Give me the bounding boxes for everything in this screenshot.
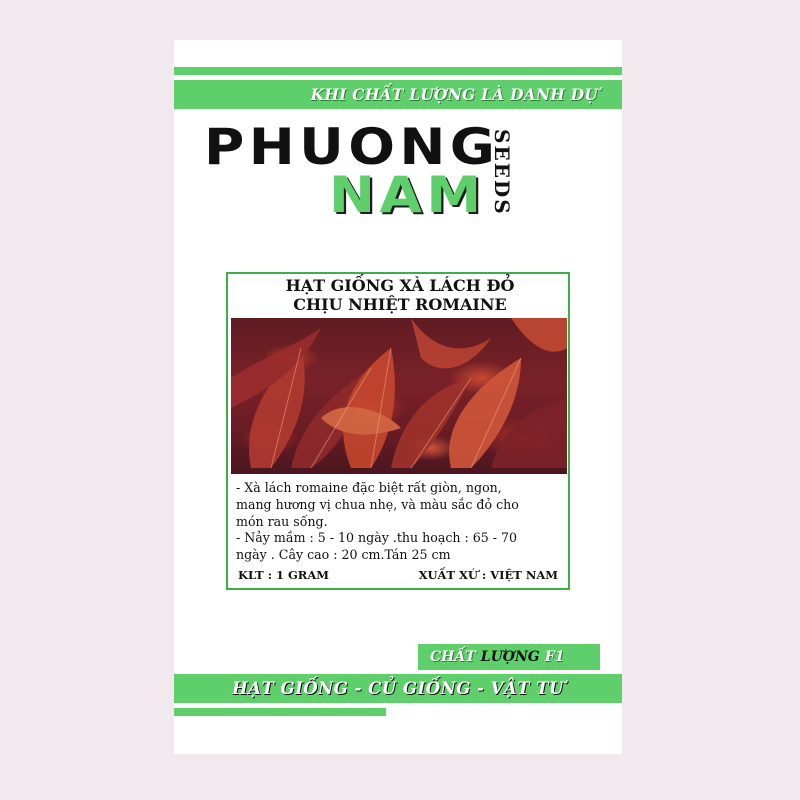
lettuce-image [231, 318, 567, 474]
description-line: ngày . Cây cao : 20 cm.Tán 25 cm [236, 547, 451, 563]
product-photo [231, 318, 567, 474]
quality-grade: F1 [544, 649, 565, 665]
slogan-text: KHI CHẤT LƯỢNG LÀ DANH DỰ [310, 85, 598, 104]
product-description [236, 480, 566, 564]
product-title-line1: HẠT GIỐNG XÀ LÁCH ĐỎ [285, 276, 515, 295]
product-card [226, 272, 570, 590]
top-green-stripe [174, 67, 622, 75]
brand-seeds-vertical: SEEDS [490, 129, 514, 216]
slogan-banner [174, 80, 622, 109]
description-line: mang hương vị chua nhẹ, và màu sắc đỏ cho [236, 496, 519, 512]
bottom-green-stripe [174, 708, 386, 716]
net-weight: KLT : 1 GRAM [238, 568, 329, 582]
quality-word1: CHẤT [430, 649, 476, 665]
brand-name-line1: PHUONG [204, 118, 500, 176]
description-line: món rau sống. [236, 513, 328, 529]
footer-tagline: HẠT GIỐNG - CỦ GIỐNG - VẬT TƯ [232, 679, 564, 698]
quality-word2: LƯỢNG [480, 649, 540, 665]
description-line: - Nảy mầm : 5 - 10 ngày .thu hoạch : 65 - 70 [236, 530, 518, 546]
seed-packet [174, 40, 622, 754]
product-title [228, 276, 572, 314]
product-title-line2: CHỊU NHIỆT ROMAINE [293, 295, 507, 314]
origin-label: XUẤT XỨ : VIỆT NAM [418, 568, 558, 582]
quality-badge [418, 644, 600, 670]
brand-name-line2: NAM [329, 166, 486, 224]
footer-banner [174, 674, 622, 703]
description-line: - Xà lách romaine đặc biệt rất giòn, ngon, [236, 480, 502, 495]
